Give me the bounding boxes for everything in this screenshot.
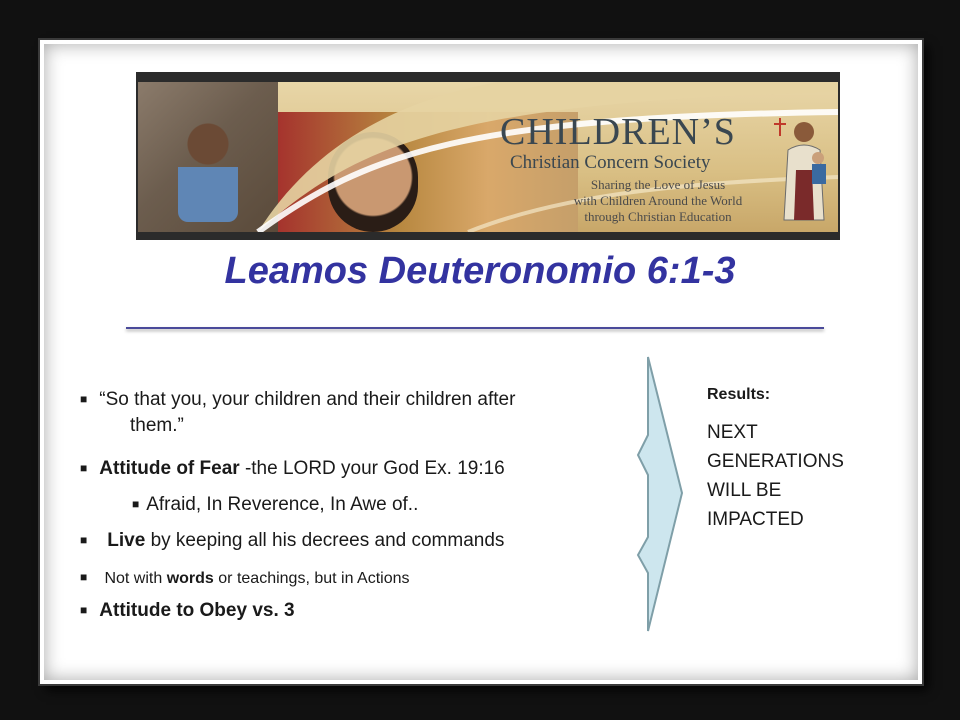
- bullet-bold-text: words: [166, 570, 214, 587]
- results-line: NEXT: [707, 422, 758, 443]
- banner-logo-title: CHILDREN’S: [500, 111, 736, 153]
- square-bullet-icon: ■: [80, 392, 88, 406]
- bullet-text: or teachings, but in Actions: [213, 570, 410, 587]
- bullet-item: [80, 455, 505, 482]
- slide-title: Leamos Deuteronomio 6:1-3: [224, 250, 736, 292]
- banner-image: [136, 72, 840, 240]
- results-line: WILL BE: [707, 480, 782, 501]
- square-bullet-icon: ■: [80, 603, 88, 617]
- results-line: IMPACTED: [707, 509, 804, 530]
- bullet-continuation: them.”: [130, 415, 184, 436]
- bullet-text: by keeping all his decrees and commands: [145, 530, 505, 551]
- banner-background: [138, 82, 838, 232]
- bullet-text: -the LORD your God Ex. 19:16: [239, 458, 505, 479]
- bullet-bold-text: Live: [107, 530, 146, 551]
- bullet-text: Afraid, In Reverence, In Awe of..: [146, 494, 419, 515]
- square-bullet-icon: ■: [80, 461, 88, 475]
- bullet-bold-text: Attitude to Obey vs. 3: [99, 600, 295, 621]
- banner-tagline-line: with Children Around the World: [573, 193, 743, 208]
- square-bullet-icon: ■: [132, 497, 140, 511]
- results-line: GENERATIONS: [707, 451, 844, 472]
- bullet-text: Not with: [104, 570, 167, 587]
- banner-shepherd-figure: [766, 110, 832, 230]
- bullet-item: [80, 386, 515, 413]
- results-label: Results:: [707, 386, 771, 403]
- sub-bullet-item: [132, 491, 418, 518]
- square-bullet-icon: ■: [80, 570, 88, 584]
- right-chevron-arrow-shape: [630, 355, 690, 635]
- square-bullet-icon: ■: [80, 533, 88, 547]
- bullet-item: [80, 597, 295, 624]
- banner-tagline: [538, 177, 778, 225]
- bullet-text: “So that you, your children and their children after: [99, 389, 516, 410]
- banner-logo-subtitle: Christian Concern Society: [510, 152, 711, 173]
- results-text: [707, 418, 897, 534]
- banner-tagline-line: Sharing the Love of Jesus: [590, 177, 726, 192]
- bullet-item: [80, 564, 410, 592]
- bullet-item: [80, 527, 504, 554]
- bullet-bold-text: Attitude of Fear: [99, 458, 240, 479]
- title-underline: [126, 327, 824, 329]
- banner-tagline-line: through Christian Education: [584, 209, 732, 224]
